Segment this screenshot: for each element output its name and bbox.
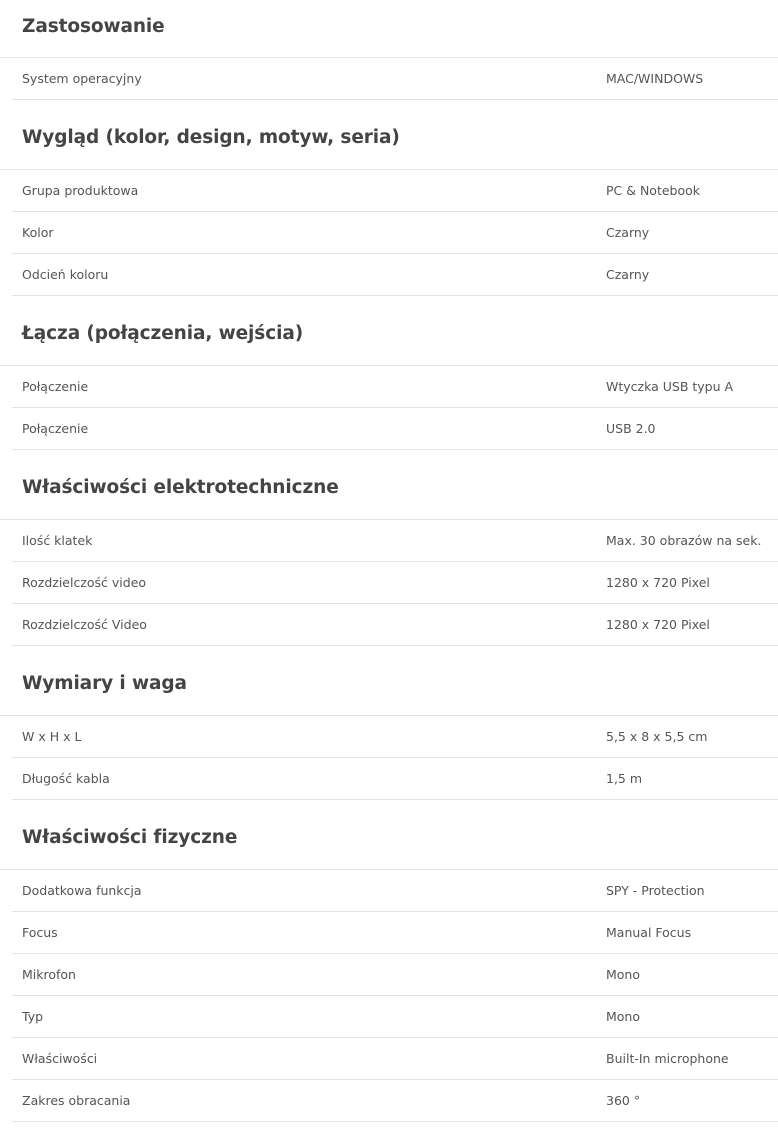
spec-label: Zakres obracania bbox=[22, 1093, 131, 1108]
spec-value: 1280 x 720 Pixel bbox=[606, 575, 710, 590]
spec-label: Grupa produktowa bbox=[22, 183, 139, 198]
spec-value: Mono bbox=[606, 1009, 641, 1024]
spec-value: Built-In microphone bbox=[606, 1051, 729, 1066]
spec-row bbox=[12, 758, 778, 800]
spec-label: W x H x L bbox=[22, 729, 82, 744]
spec-row bbox=[12, 562, 778, 604]
spec-row bbox=[12, 408, 778, 450]
spec-row bbox=[12, 58, 778, 100]
spec-value: Manual Focus bbox=[606, 925, 692, 940]
spec-value: 5,5 x 8 x 5,5 cm bbox=[606, 729, 708, 744]
spec-label: Połączenie bbox=[22, 379, 89, 394]
spec-label: Połączenie bbox=[22, 421, 89, 436]
spec-row bbox=[12, 716, 778, 758]
spec-label: Kolor bbox=[22, 225, 54, 240]
spec-row bbox=[12, 870, 778, 912]
spec-label: System operacyjny bbox=[22, 71, 142, 86]
spec-row bbox=[12, 366, 778, 408]
spec-row bbox=[12, 954, 778, 996]
section-title: Zastosowanie bbox=[0, 0, 778, 58]
spec-label: Mikrofon bbox=[22, 967, 76, 982]
spec-value: Max. 30 obrazów na sek. bbox=[606, 533, 762, 548]
spec-row bbox=[12, 212, 778, 254]
section-title: Wymiary i waga bbox=[0, 646, 778, 716]
spec-value: 360 ° bbox=[606, 1093, 641, 1108]
spec-row bbox=[12, 520, 778, 562]
spec-row bbox=[12, 912, 778, 954]
section-title: Właściwości elektrotechniczne bbox=[0, 450, 778, 520]
spec-label: Rozdzielczość Video bbox=[22, 617, 147, 632]
spec-row bbox=[12, 1038, 778, 1080]
spec-label: Ilość klatek bbox=[22, 533, 93, 548]
spec-value: 1,5 m bbox=[606, 771, 643, 786]
spec-label: Odcień koloru bbox=[22, 267, 109, 282]
spec-value: Mono bbox=[606, 967, 641, 982]
spec-value: Czarny bbox=[606, 267, 650, 282]
spec-value: Czarny bbox=[606, 225, 650, 240]
spec-label: Focus bbox=[22, 925, 58, 940]
spec-row bbox=[12, 254, 778, 296]
section-title: Łącza (połączenia, wejścia) bbox=[0, 296, 778, 366]
spec-row bbox=[12, 1080, 778, 1122]
spec-label: Dodatkowa funkcja bbox=[22, 883, 142, 898]
spec-value: 1280 x 720 Pixel bbox=[606, 617, 710, 632]
spec-value: MAC/WINDOWS bbox=[606, 71, 704, 86]
spec-row bbox=[12, 996, 778, 1038]
section-title: Wygląd (kolor, design, motyw, seria) bbox=[0, 100, 778, 170]
spec-label: Rozdzielczość video bbox=[22, 575, 147, 590]
spec-value: Wtyczka USB typu A bbox=[606, 379, 734, 394]
spec-row bbox=[12, 604, 778, 646]
spec-value: SPY - Protection bbox=[606, 883, 705, 898]
spec-value: USB 2.0 bbox=[606, 421, 656, 436]
spec-label: Właściwości bbox=[22, 1051, 98, 1066]
section-title: Właściwości fizyczne bbox=[0, 800, 778, 870]
spec-label: Typ bbox=[22, 1009, 44, 1024]
spec-value: PC & Notebook bbox=[606, 183, 701, 198]
spec-label: Długość kabla bbox=[22, 771, 110, 786]
spec-row bbox=[12, 170, 778, 212]
